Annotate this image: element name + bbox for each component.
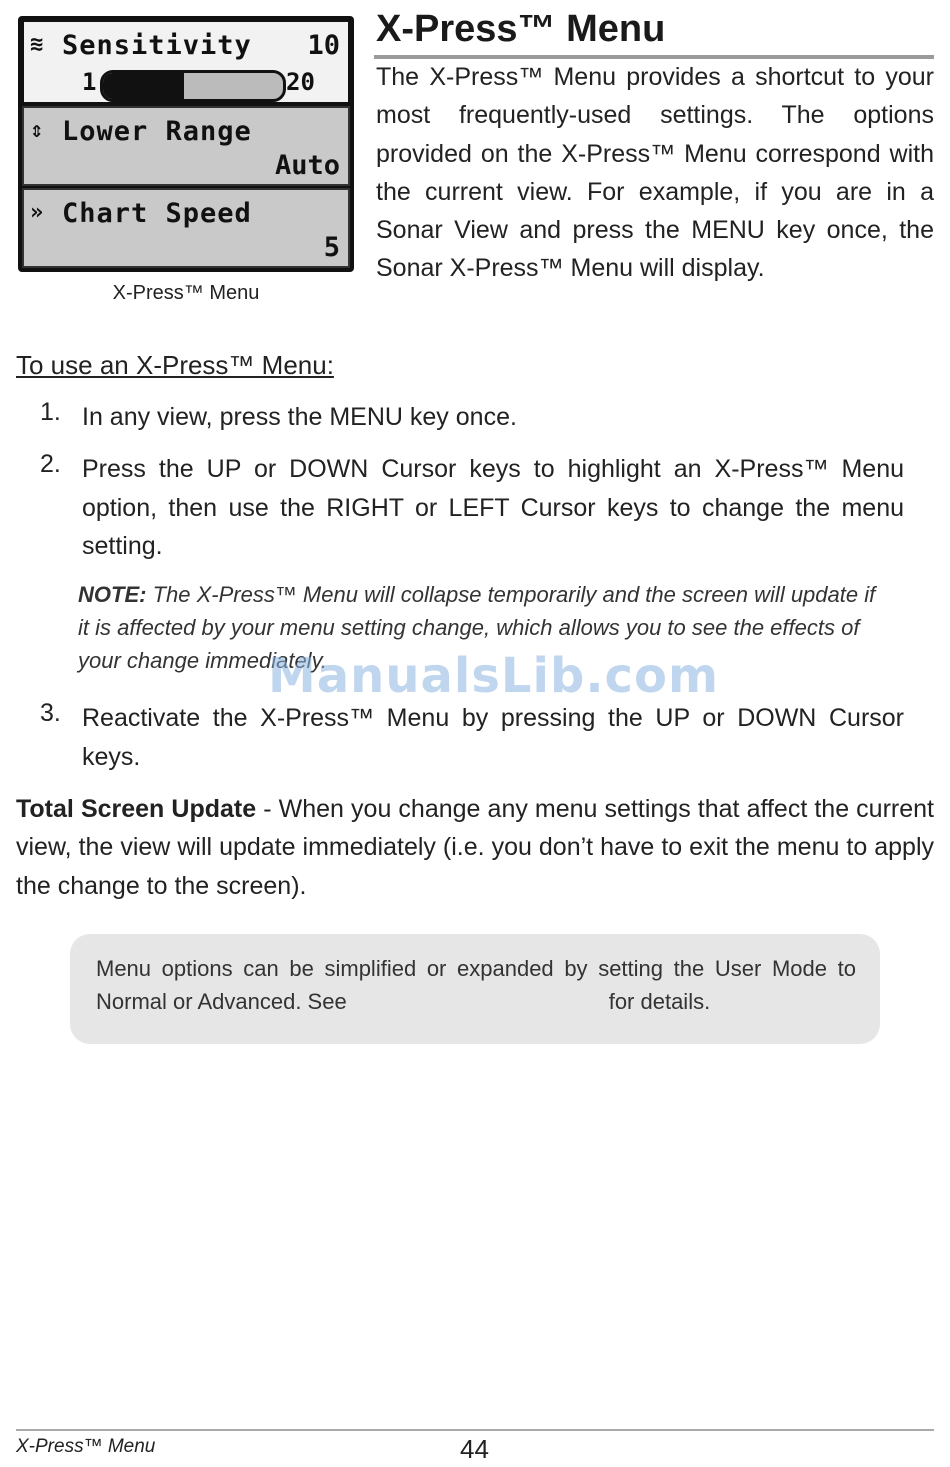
step-number: 3. [40, 699, 61, 727]
menu-item-sensitivity [22, 20, 350, 104]
sensitivity-label: Sensitivity [62, 30, 252, 61]
watermark: ManualsLib.com [268, 648, 719, 704]
step-number: 1. [40, 398, 61, 426]
chart-speed-icon: » [30, 200, 44, 225]
sensitivity-value: 10 [307, 30, 340, 61]
total-screen-update-text: - When you change any menu settings that affect the current view, the view will update immediately (i.e. you don’t have to exit the menu to apply the change to the screen). [16, 795, 934, 900]
step-number: 2. [40, 450, 61, 478]
section-title: X-Press™ Menu [376, 8, 666, 50]
steps-heading: To use an X-Press™ Menu: [16, 350, 334, 380]
xpress-menu-figure [18, 16, 354, 272]
intro-paragraph: The X-Press™ Menu provides a shortcut to your most frequently-used settings. The options provided on the X-Press™ Menu correspond with the current view. For example, if you are in a Sonar View and press the MENU key once, the Sonar X-Press™ Menu will display. [376, 63, 934, 283]
tip-text [96, 952, 856, 1018]
sensitivity-slider [100, 70, 286, 102]
menu-item-chart-speed [22, 188, 350, 268]
sensitivity-range-min: 1 [82, 68, 97, 96]
footer-rule [16, 1429, 934, 1431]
page-number: 44 [460, 1434, 489, 1464]
total-screen-update-paragraph [16, 790, 934, 905]
chart-speed-label: Chart Speed [62, 198, 252, 229]
total-screen-update-term: Total Screen Update [16, 795, 257, 823]
figure-caption: X-Press™ Menu [112, 282, 260, 304]
step-text: Reactivate the X-Press™ Menu by pressing the UP or DOWN Cursor keys. [82, 704, 904, 771]
step-text: In any view, press the MENU key once. [82, 403, 517, 431]
tip-text-before: Menu options can be simplified or expanded by setting the User Mode to Normal or Advanced. See [96, 956, 856, 1014]
menu-item-lower-range [22, 106, 350, 186]
step-text: Press the UP or DOWN Cursor keys to highlight an X-Press™ Menu option, then use the RIGHT or LEFT Cursor keys to change the menu setting. [82, 455, 904, 560]
sensitivity-icon: ≋ [30, 32, 44, 57]
note-label: NOTE: [78, 582, 147, 607]
tip-box [70, 934, 880, 1044]
note-text: The X-Press™ Menu will collapse temporarily and the screen will update if it is affected by your menu setting change, which allows you to see the effects of your change immediately. [78, 582, 876, 673]
footer-title: X-Press™ Menu [16, 1436, 156, 1457]
lower-range-value: Auto [274, 150, 340, 181]
lower-range-label: Lower Range [62, 116, 252, 147]
sensitivity-slider-fill [103, 73, 184, 99]
chart-speed-value: 5 [323, 232, 340, 263]
lower-range-icon: ⇕ [30, 118, 44, 143]
tip-text-after: for details. [608, 989, 711, 1014]
sensitivity-range-max: 20 [286, 68, 315, 96]
